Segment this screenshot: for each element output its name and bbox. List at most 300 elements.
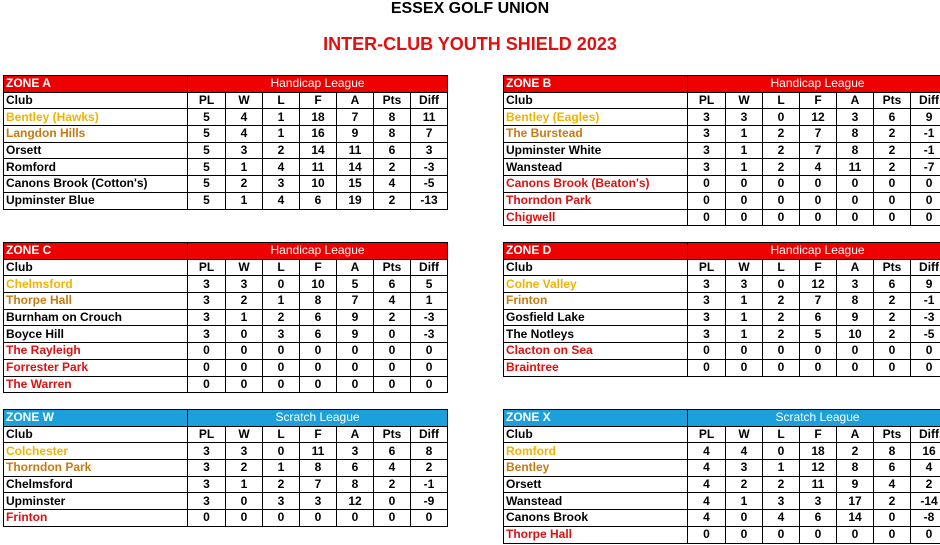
stat-diff: -1	[911, 293, 940, 310]
stat-pl: 3	[188, 443, 226, 460]
stat-f: 8	[300, 293, 337, 310]
stat-pl: 3	[188, 493, 226, 510]
stat-f: 11	[300, 443, 337, 460]
club-name: Romford	[504, 443, 688, 460]
league-name: Handicap League	[188, 76, 448, 93]
stat-f: 18	[300, 109, 337, 126]
stat-l: 2	[763, 293, 800, 310]
stat-w: 1	[226, 309, 263, 326]
stat-pts: 6	[374, 443, 411, 460]
stat-pts: 0	[374, 376, 411, 393]
column-header-pts: Pts	[874, 92, 911, 109]
zone-name: ZONE W	[4, 410, 188, 427]
stat-a: 15	[337, 176, 374, 193]
column-header-diff: Diff	[911, 426, 940, 443]
stat-a: 0	[837, 359, 874, 376]
column-header-pl: PL	[688, 426, 726, 443]
column-header-l: L	[763, 92, 800, 109]
stat-w: 1	[726, 493, 763, 510]
club-name: Canons Brook	[504, 510, 688, 527]
table-row	[4, 142, 448, 159]
stat-diff: 4	[911, 460, 940, 477]
stat-w: 0	[226, 359, 263, 376]
stat-l: 1	[263, 109, 300, 126]
table-row	[504, 126, 940, 143]
stat-l: 1	[263, 460, 300, 477]
stat-pts: 2	[874, 293, 911, 310]
stat-pts: 2	[874, 309, 911, 326]
stat-pts: 6	[874, 460, 911, 477]
stat-pl: 3	[688, 109, 726, 126]
stat-pl: 5	[188, 159, 226, 176]
stat-w: 1	[226, 159, 263, 176]
column-header-pts: Pts	[874, 426, 911, 443]
stat-pl: 3	[688, 159, 726, 176]
column-header-diff: Diff	[911, 259, 940, 276]
stat-a: 8	[837, 126, 874, 143]
table-row	[504, 159, 940, 176]
zone-d-table	[503, 242, 940, 377]
stat-l: 4	[763, 510, 800, 527]
stat-l: 2	[763, 126, 800, 143]
stat-l: 2	[763, 309, 800, 326]
stat-l: 3	[263, 176, 300, 193]
stat-pts: 0	[874, 343, 911, 360]
league-name: Scratch League	[188, 410, 448, 427]
stat-w: 1	[226, 476, 263, 493]
stat-pl: 3	[688, 293, 726, 310]
stat-diff: 0	[411, 343, 448, 360]
club-name: Orsett	[504, 476, 688, 493]
zone-b-table	[503, 75, 940, 226]
stat-a: 6	[337, 460, 374, 477]
club-name: Chigwell	[504, 209, 688, 226]
stat-pl: 0	[188, 510, 226, 527]
stat-l: 3	[263, 326, 300, 343]
column-header-f: F	[800, 92, 837, 109]
stat-w: 0	[726, 343, 763, 360]
stat-w: 2	[226, 293, 263, 310]
table-row	[4, 510, 448, 527]
stat-pts: 2	[874, 493, 911, 510]
stat-pts: 0	[374, 510, 411, 527]
stat-l: 3	[263, 493, 300, 510]
stat-f: 0	[800, 359, 837, 376]
stat-l: 4	[263, 159, 300, 176]
stat-l: 1	[763, 460, 800, 477]
column-header-row	[4, 92, 448, 109]
stat-pl: 0	[188, 343, 226, 360]
stat-a: 8	[837, 293, 874, 310]
column-header-club: Club	[504, 426, 688, 443]
stat-pts: 0	[374, 326, 411, 343]
zone-w-table	[3, 409, 448, 527]
column-header-w: W	[726, 426, 763, 443]
stat-pl: 5	[188, 192, 226, 209]
stat-a: 14	[337, 159, 374, 176]
column-header-f: F	[300, 426, 337, 443]
stat-a: 9	[337, 326, 374, 343]
club-name: Chelmsford	[4, 276, 188, 293]
table-row	[4, 309, 448, 326]
stat-pts: 0	[374, 493, 411, 510]
stat-a: 0	[837, 176, 874, 193]
stat-diff: 16	[911, 443, 940, 460]
column-header-row	[504, 426, 940, 443]
stat-a: 11	[837, 159, 874, 176]
stat-diff: 1	[411, 293, 448, 310]
table-row	[4, 176, 448, 193]
stat-diff: -1	[911, 126, 940, 143]
table-row	[504, 476, 940, 493]
stat-f: 7	[800, 126, 837, 143]
stat-pts: 6	[874, 109, 911, 126]
stat-f: 10	[300, 276, 337, 293]
stat-a: 8	[337, 476, 374, 493]
stat-f: 0	[300, 510, 337, 527]
stat-diff: 0	[911, 176, 940, 193]
stat-l: 0	[763, 209, 800, 226]
club-name: Colne Valley	[504, 276, 688, 293]
stat-w: 3	[226, 443, 263, 460]
zone-name: ZONE B	[504, 76, 688, 93]
stat-l: 2	[763, 159, 800, 176]
stat-f: 6	[300, 309, 337, 326]
stat-pl: 3	[188, 476, 226, 493]
column-header-club: Club	[4, 92, 188, 109]
club-name: The Rayleigh	[4, 343, 188, 360]
column-header-a: A	[837, 259, 874, 276]
stat-pts: 2	[374, 309, 411, 326]
club-name: The Notleys	[504, 326, 688, 343]
column-header-row	[4, 426, 448, 443]
stat-pts: 6	[374, 142, 411, 159]
stat-pl: 4	[688, 476, 726, 493]
column-header-pts: Pts	[374, 259, 411, 276]
stat-pl: 0	[688, 526, 726, 543]
stat-w: 4	[226, 109, 263, 126]
stat-pts: 6	[374, 276, 411, 293]
table-row	[504, 510, 940, 527]
stat-diff: 5	[411, 276, 448, 293]
stat-pl: 3	[688, 276, 726, 293]
stat-f: 6	[800, 510, 837, 527]
column-header-l: L	[763, 426, 800, 443]
club-name: Forrester Park	[4, 359, 188, 376]
stat-l: 0	[763, 176, 800, 193]
stat-diff: 2	[411, 460, 448, 477]
stat-a: 9	[337, 126, 374, 143]
table-row	[4, 376, 448, 393]
column-header-diff: Diff	[411, 426, 448, 443]
column-header-row	[504, 259, 940, 276]
column-header-club: Club	[4, 426, 188, 443]
club-name: Burnham on Crouch	[4, 309, 188, 326]
table-row	[4, 126, 448, 143]
table-row	[504, 192, 940, 209]
stat-l: 1	[263, 293, 300, 310]
stat-l: 0	[763, 109, 800, 126]
stat-pts: 8	[874, 443, 911, 460]
stat-pts: 6	[874, 276, 911, 293]
column-header-pts: Pts	[874, 259, 911, 276]
stat-l: 0	[263, 359, 300, 376]
zone-header-row	[504, 76, 940, 93]
stat-a: 0	[837, 209, 874, 226]
stat-w: 1	[726, 126, 763, 143]
stat-w: 2	[226, 176, 263, 193]
column-header-l: L	[263, 92, 300, 109]
stat-w: 2	[226, 460, 263, 477]
column-header-club: Club	[4, 259, 188, 276]
stat-pl: 5	[188, 109, 226, 126]
stat-diff: 11	[411, 109, 448, 126]
club-name: Colchester	[4, 443, 188, 460]
zone-name: ZONE C	[4, 243, 188, 260]
table-row	[504, 276, 940, 293]
stat-pl: 3	[188, 276, 226, 293]
stat-a: 7	[337, 109, 374, 126]
club-name: Thorndon Park	[504, 192, 688, 209]
stat-f: 12	[800, 276, 837, 293]
column-header-a: A	[837, 426, 874, 443]
stat-diff: -9	[411, 493, 448, 510]
stat-a: 10	[837, 326, 874, 343]
stat-w: 1	[726, 309, 763, 326]
stat-f: 6	[800, 309, 837, 326]
stat-f: 7	[800, 142, 837, 159]
stat-w: 0	[726, 176, 763, 193]
zone-c-table	[3, 242, 448, 393]
stat-pl: 5	[188, 142, 226, 159]
table-row	[4, 359, 448, 376]
stat-a: 2	[837, 443, 874, 460]
stat-diff: -7	[911, 159, 940, 176]
stat-w: 1	[726, 142, 763, 159]
stat-pl: 0	[688, 359, 726, 376]
stat-w: 0	[226, 493, 263, 510]
stat-a: 8	[837, 460, 874, 477]
table-row	[504, 343, 940, 360]
stat-diff: 9	[911, 276, 940, 293]
column-header-l: L	[763, 259, 800, 276]
table-row	[4, 276, 448, 293]
table-row	[4, 326, 448, 343]
stat-pl: 3	[188, 460, 226, 477]
column-header-l: L	[263, 259, 300, 276]
stat-diff: -3	[411, 326, 448, 343]
stat-pts: 4	[874, 476, 911, 493]
column-header-w: W	[226, 426, 263, 443]
club-name: Upminster	[4, 493, 188, 510]
table-row	[504, 142, 940, 159]
stat-f: 7	[300, 476, 337, 493]
table-row	[504, 526, 940, 543]
stat-diff: 2	[911, 476, 940, 493]
stat-w: 3	[726, 460, 763, 477]
club-name: Chelmsford	[4, 476, 188, 493]
stat-pts: 4	[374, 293, 411, 310]
stat-pl: 3	[688, 142, 726, 159]
column-header-w: W	[726, 259, 763, 276]
stat-f: 12	[800, 109, 837, 126]
stat-f: 6	[300, 192, 337, 209]
stat-l: 0	[763, 343, 800, 360]
club-name: Wanstead	[504, 159, 688, 176]
zone-header-row	[504, 410, 940, 427]
zone-name: ZONE X	[504, 410, 688, 427]
column-header-pl: PL	[688, 259, 726, 276]
stat-a: 0	[337, 359, 374, 376]
stat-diff: -1	[411, 476, 448, 493]
club-name: Romford	[4, 159, 188, 176]
stat-f: 0	[800, 526, 837, 543]
table-row	[504, 176, 940, 193]
stat-f: 0	[800, 209, 837, 226]
stat-diff: 0	[411, 359, 448, 376]
stat-pts: 2	[374, 159, 411, 176]
stat-pts: 2	[874, 142, 911, 159]
club-name: Thorpe Hall	[504, 526, 688, 543]
stat-diff: -5	[411, 176, 448, 193]
stat-a: 0	[337, 343, 374, 360]
stat-pts: 8	[374, 109, 411, 126]
stat-pts: 0	[874, 510, 911, 527]
stat-f: 16	[300, 126, 337, 143]
stat-a: 17	[837, 493, 874, 510]
stat-a: 12	[337, 493, 374, 510]
league-name: Handicap League	[688, 76, 940, 93]
stat-w: 3	[726, 276, 763, 293]
stat-l: 0	[763, 276, 800, 293]
club-name: Bentley	[504, 460, 688, 477]
stat-pl: 0	[188, 359, 226, 376]
stat-pl: 4	[688, 510, 726, 527]
zone-a-table	[3, 75, 448, 210]
stat-pts: 2	[874, 326, 911, 343]
stat-pts: 0	[874, 359, 911, 376]
stat-pl: 0	[688, 192, 726, 209]
stat-diff: -3	[411, 159, 448, 176]
club-name: Boyce Hill	[4, 326, 188, 343]
stat-diff: -13	[411, 192, 448, 209]
stat-l: 2	[263, 309, 300, 326]
column-header-f: F	[300, 259, 337, 276]
stat-w: 3	[226, 276, 263, 293]
zone-name: ZONE A	[4, 76, 188, 93]
stat-l: 0	[263, 276, 300, 293]
table-row	[4, 343, 448, 360]
column-header-a: A	[337, 92, 374, 109]
stat-f: 10	[300, 176, 337, 193]
stat-w: 1	[726, 293, 763, 310]
club-name: Thorpe Hall	[4, 293, 188, 310]
stat-pts: 0	[874, 192, 911, 209]
column-header-a: A	[837, 92, 874, 109]
column-header-row	[4, 259, 448, 276]
stat-a: 8	[837, 142, 874, 159]
stat-l: 0	[763, 526, 800, 543]
stat-pl: 5	[188, 126, 226, 143]
stat-l: 2	[263, 142, 300, 159]
stat-l: 4	[263, 192, 300, 209]
club-name: Canons Brook (Cotton's)	[4, 176, 188, 193]
stat-pts: 2	[874, 159, 911, 176]
stat-w: 4	[726, 443, 763, 460]
stat-f: 0	[800, 343, 837, 360]
club-name: Upminster Blue	[4, 192, 188, 209]
stat-diff: 9	[911, 109, 940, 126]
column-header-l: L	[263, 426, 300, 443]
column-header-w: W	[226, 92, 263, 109]
club-name: Braintree	[504, 359, 688, 376]
table-row	[4, 460, 448, 477]
stat-f: 0	[300, 343, 337, 360]
stat-f: 11	[800, 476, 837, 493]
stat-l: 0	[763, 192, 800, 209]
stat-l: 3	[763, 493, 800, 510]
club-name: The Burstead	[504, 126, 688, 143]
column-header-diff: Diff	[411, 92, 448, 109]
club-name: Langdon Hills	[4, 126, 188, 143]
table-row	[504, 109, 940, 126]
column-header-a: A	[337, 426, 374, 443]
club-name: Gosfield Lake	[504, 309, 688, 326]
stat-diff: -3	[911, 309, 940, 326]
stat-f: 14	[300, 142, 337, 159]
stat-f: 12	[800, 460, 837, 477]
stat-l: 0	[763, 443, 800, 460]
stat-diff: 0	[911, 209, 940, 226]
club-name: Frinton	[504, 293, 688, 310]
stat-f: 3	[800, 493, 837, 510]
column-header-pl: PL	[188, 92, 226, 109]
stat-w: 4	[226, 126, 263, 143]
stat-w: 2	[726, 476, 763, 493]
stat-diff: 0	[411, 510, 448, 527]
table-row	[504, 493, 940, 510]
stat-w: 0	[726, 359, 763, 376]
stat-l: 2	[763, 142, 800, 159]
stat-pts: 0	[874, 209, 911, 226]
stat-pl: 3	[688, 309, 726, 326]
stat-pl: 3	[188, 309, 226, 326]
stat-l: 0	[263, 443, 300, 460]
table-row	[4, 109, 448, 126]
stat-f: 5	[800, 326, 837, 343]
club-name: Wanstead	[504, 493, 688, 510]
stat-diff: -3	[411, 309, 448, 326]
table-row	[504, 326, 940, 343]
stat-pts: 2	[374, 476, 411, 493]
league-name: Scratch League	[688, 410, 940, 427]
column-header-w: W	[226, 259, 263, 276]
stat-l: 0	[263, 510, 300, 527]
stat-w: 0	[726, 209, 763, 226]
zone-header-row	[4, 76, 448, 93]
stat-w: 0	[726, 192, 763, 209]
stat-pl: 3	[688, 326, 726, 343]
stat-a: 0	[337, 510, 374, 527]
stat-a: 3	[837, 109, 874, 126]
club-name: Orsett	[4, 142, 188, 159]
table-row	[504, 359, 940, 376]
zone-header-row	[4, 410, 448, 427]
stat-a: 11	[337, 142, 374, 159]
stat-f: 0	[800, 192, 837, 209]
table-row	[4, 493, 448, 510]
stat-a: 7	[337, 293, 374, 310]
